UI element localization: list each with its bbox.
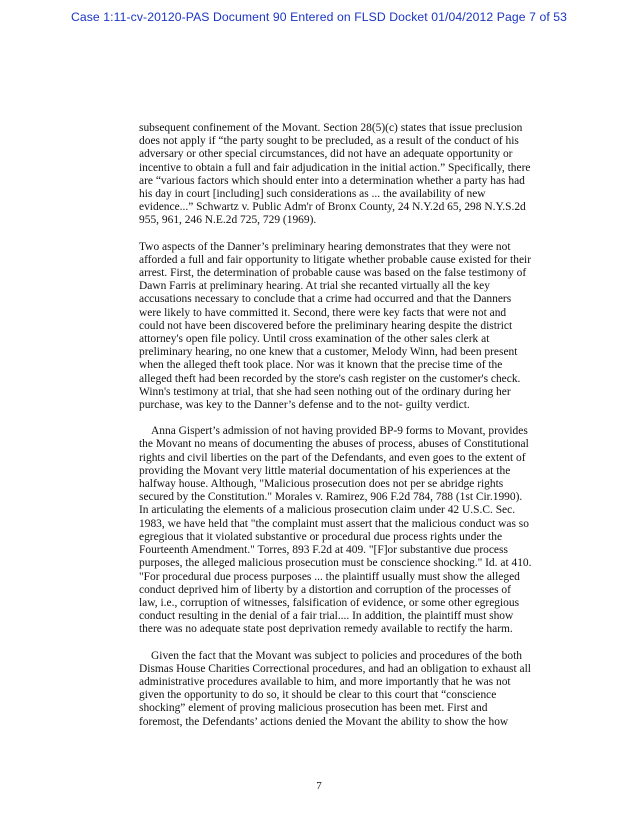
- court-filing-stamp: Case 1:11-cv-20120-PAS Document 90 Entered on FLSD Docket 01/04/2012 Page 7 of 53: [70, 10, 568, 24]
- paragraph-conscience-shocking: Given the fact that the Movant was subject to policies and procedures of the both Dismas House Charities Correctional procedures, and had an obligation to exhaust all administrative procedures available to him, and more importantly that he was not given the opportunity to do so, it should be clear to this court that “conscience shocking” element of proving malicious prosecution has been met. First and foremost, the Defendants’ actions denied the Movant the ability to show the how: [139, 649, 531, 728]
- body-text: [139, 122, 532, 729]
- paragraph-malicious-prosecution: Anna Gispert’s admission of not having provided BP-9 forms to Movant, provides the Movant no means of documenting the abuses of process, abuses of Constitutional rights and civil liberties on the part of the Defendants, and even goes to the extent of providing the Movant very little material documentation of his experiences at the halfway house. Although, "Malicious prosecution does not per se abridge rights secured by the Constitution." Morales v. Ramirez, 906 F.2d 784, 788 (1st Cir.1990). In articulating the elements of a malicious prosecution claim under 42 U.S.C. Sec. 1983, we have held that "the complaint must assert that the malicious conduct was so egregious that it violated substantive or procedural due process rights under the Fourteenth Amendment." Torres, 893 F.2d at 409. "[F]or substantive due process purposes, the alleged malicious prosecution must be conscience shocking." Id. at 410. "For procedural due process purposes ... the plaintiff usually must show the alleged conduct deprived him of liberty by a distortion and corruption of the processes of law, i.e., corruption of witnesses, falsification of evidence, or some other egregious conduct resulting in the denial of a fair trial.... In addition, the plaintiff must show there was no adequate state post deprivation remedy available to rectify the harm.: [139, 425, 532, 636]
- paragraph-preliminary-hearing: Two aspects of the Danner’s preliminary hearing demonstrates that they were not afforded a full and fair opportunity to litigate whether probable cause existed for their arrest. First, the determination of probable cause was based on the false testimony of Dawn Farris at preliminary hearing. At trial she recanted virtually all the key accusations necessary to conclude that a crime had occurred and that the Danners were likely to have committed it. Second, there were key facts that were not and could not have been discovered before the preliminary hearing despite the district attorney's open file policy. Until cross examination of the other sales clerk at preliminary hearing, no one knew that a customer, Melody Winn, had been present when the alleged theft took place. Nor was it known that the precise time of the alleged theft had been recorded by the store's cash register on the customer's check. Winn's testimony at trial, that she had seen nothing out of the ordinary during her purchase, was key to the Danner’s defense and to the not- guilty verdict.: [139, 240, 532, 412]
- paragraph-issue-preclusion: subsequent confinement of the Movant. Section 28(5)(c) states that issue preclusion does not apply if “the party sought to be precluded, as a result of the conduct of his adversary or other special circumstances, did not have an adequate opportunity or incentive to obtain a full and fair adjudication in the initial action.” Specifically, there are “various factors which should enter into a determination whether a party has had his day in court [including] such considerations as ... the availability of new evidence...” Schwartz v. Public Adm'r of Bronx County, 24 N.Y.2d 65, 298 N.Y.S.2d 955, 961, 246 N.E.2d 725, 729 (1969).: [139, 122, 531, 227]
- page-number: 7: [316, 780, 322, 792]
